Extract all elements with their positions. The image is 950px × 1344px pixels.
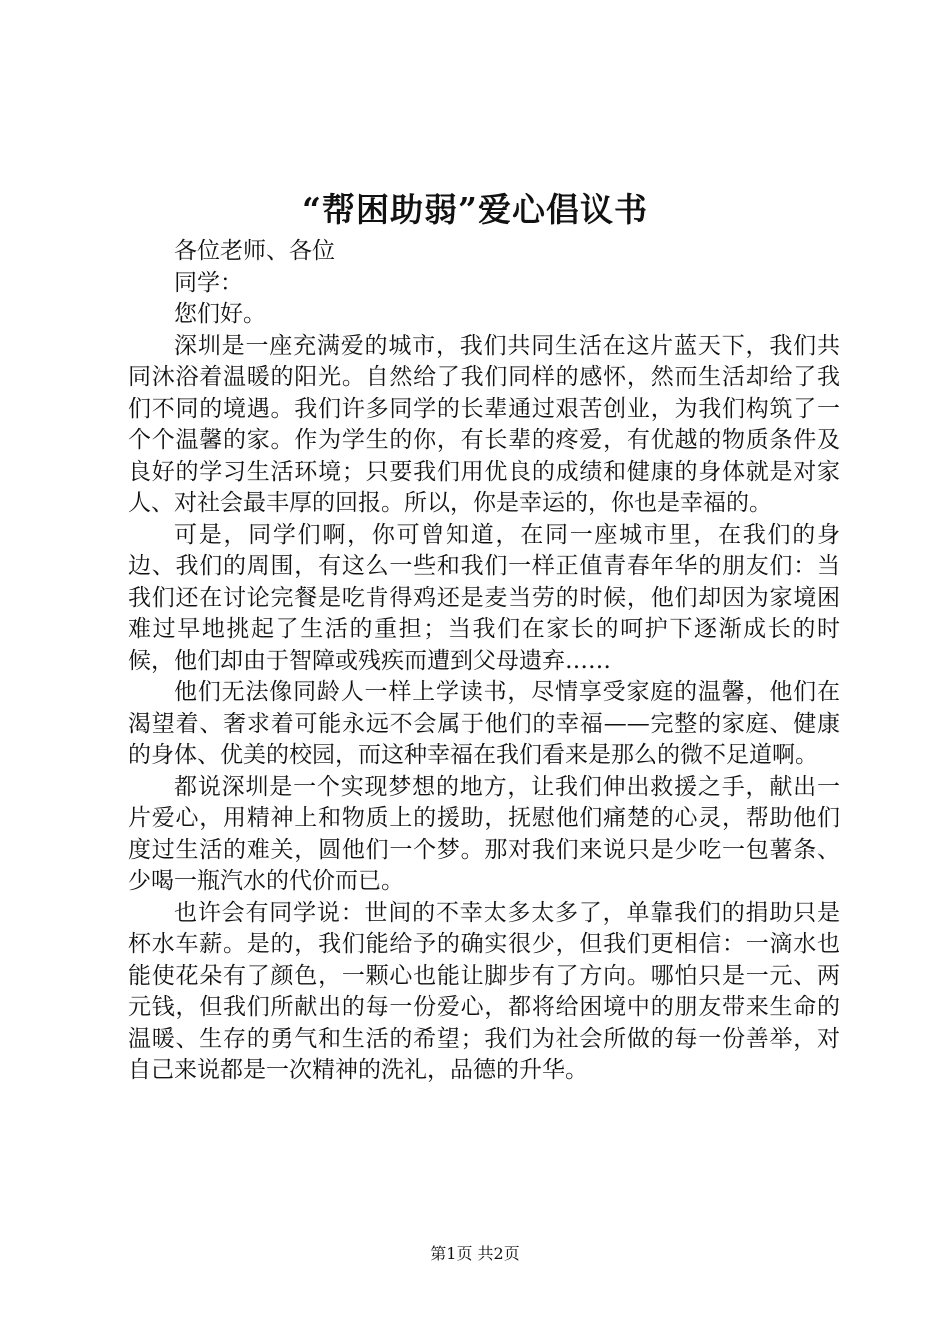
greeting-line-1: 各位老师、各位 [174,238,335,264]
greeting-line-2: 同学： [174,269,243,296]
paragraph-5: 也许会有同学说：世间的不幸太多太多了，单靠我们的捐助只是杯水车薪。是的，我们能给予的确实很少，但我们更相信：一滴水也能使花朵有了颜色，一颗心也能让脚步有了方向。哪怕只是一元、两元钱，但我们所献出的每一份爱心，都将给困境中的朋友带来生命的温暖、生存的勇气和生活的希望；我们为社会所做的每一份善举，对自己来说都是一次精神的洗礼，品德的升华。 [128,899,840,1083]
paragraph-3: 他们无法像同龄人一样上学读书，尽情享受家庭的温馨，他们在渴望着、奢求着可能永远不会属于他们的幸福——完整的家庭、健康的身体、优美的校园，而这种幸福在我们看来是那么的微不足道啊。 [128,679,840,768]
paragraph-1: 深圳是一座充满爱的城市，我们共同生活在这片蓝天下，我们共同沐浴着温暖的阳光。自然给了我们同样的感怀，然而生活却给了我们不同的境遇。我们许多同学的长辈通过艰苦创业，为我们构筑了一个个温馨的家。作为学生的你，有长辈的疼爱，有优越的物质条件及良好的学习生活环境；只要我们用优良的成绩和健康的身体就是对家人、对社会最丰厚的回报。所以，你是幸运的，你也是幸福的。 [128,332,840,516]
document-body [128,236,840,1087]
paragraph-4: 都说深圳是一个实现梦想的地方，让我们伸出救援之手，献出一片爱心，用精神上和物质上的援助，抚慰他们痛楚的心灵，帮助他们度过生活的难关，圆他们一个梦。那对我们来说只是少吃一包薯条、少喝一瓶汽水的代价而已。 [128,773,840,894]
page-footer: 第1页 共2页 [430,1244,520,1263]
document-title: “帮困助弱”爱心倡议书 [302,190,648,229]
greeting-line-3: 您们好。 [174,301,266,327]
paragraph-2: 可是，同学们啊，你可曾知道，在同一座城市里，在我们的身边、我们的周围，有这么一些和我们一样正值青春年华的朋友们：当我们还在讨论完餐是吃肯得鸡还是麦当劳的时候，他们却因为家境困难过早地挑起了生活的重担；当我们在家长的呵护下逐渐成长的时候，他们却由于智障或残疾而遭到父母遗弃…… [128,521,840,674]
